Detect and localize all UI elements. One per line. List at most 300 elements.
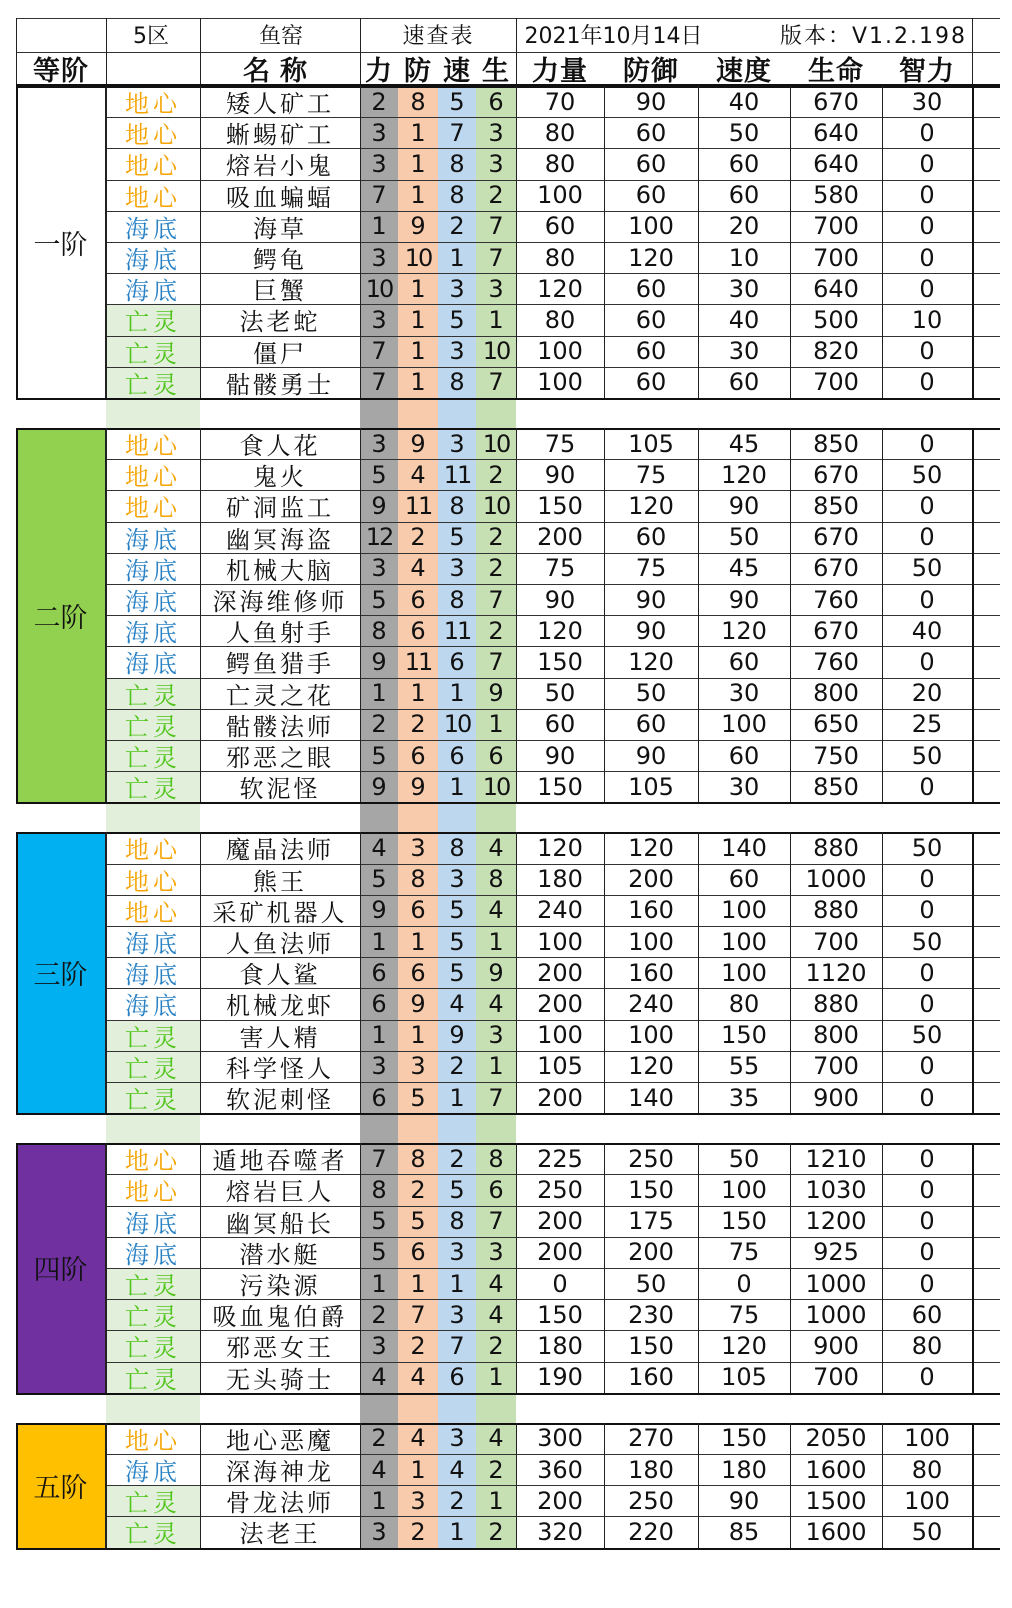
stat-cell: 30	[728, 337, 760, 366]
stat-cell: 670	[813, 87, 859, 116]
stat-cell: 100	[537, 927, 583, 956]
stat-cell: 4	[410, 1424, 426, 1453]
camp-cell: 亡灵	[125, 370, 181, 398]
stat-cell: 10	[365, 274, 393, 303]
column-divider	[106, 1423, 107, 1548]
row-divider	[106, 1516, 1000, 1517]
stat-cell: 100	[904, 1424, 950, 1453]
monster-name-cell: 遁地吞噬者	[212, 1147, 348, 1175]
camp-cell: 海底	[125, 1458, 181, 1486]
block-top-border	[16, 1143, 1000, 1145]
undead-camp-fill	[106, 1113, 200, 1143]
camp-cell: 地心	[125, 1147, 181, 1175]
stat-cell: 7	[449, 1331, 465, 1360]
row-divider	[106, 709, 1000, 710]
row-divider	[106, 490, 1000, 491]
stat-cell: 90	[635, 616, 667, 645]
monster-name-cell: 法老王	[239, 1520, 321, 1548]
table-row	[16, 1020, 1000, 1051]
stat-cell: 5	[449, 305, 465, 334]
monster-name-cell: 无头骑士	[226, 1365, 334, 1393]
stat-cell: 60	[635, 181, 667, 210]
stat-cell: 100	[628, 927, 674, 956]
stat-cell: 1	[449, 1083, 465, 1112]
stat-cell: 0	[919, 491, 935, 520]
row-divider	[106, 148, 1000, 149]
stat-cell: 2	[410, 710, 426, 739]
stat-cell: 3	[488, 1238, 504, 1267]
stat-cell: 7	[371, 1144, 387, 1173]
stat-cell: 4	[488, 1300, 504, 1329]
stat-cell: 8	[488, 865, 504, 894]
stat-cell: 100	[721, 1175, 767, 1204]
stat-cell: 6	[410, 616, 426, 645]
stat-cell: 10	[728, 243, 760, 272]
stat-cell: 2	[488, 523, 504, 552]
stat-cell: 5	[371, 1238, 387, 1267]
stat-cell: 700	[813, 1363, 859, 1392]
table-row	[16, 895, 1000, 926]
stat-cell: 90	[544, 741, 576, 770]
stat-cell: 4	[410, 1363, 426, 1392]
stat-cell: 9	[371, 491, 387, 520]
tier-label: 四阶	[16, 1143, 106, 1393]
stat-cell: 850	[813, 429, 859, 458]
stat-cell: 880	[813, 989, 859, 1018]
col-def-header: 防	[404, 55, 432, 84]
stat-cell: 7	[371, 368, 387, 397]
camp-cell: 地心	[125, 1426, 181, 1454]
stat-cell: 6	[410, 741, 426, 770]
table-row	[16, 771, 1000, 802]
stat-cell: 120	[628, 243, 674, 272]
monster-name-cell: 害人精	[239, 1023, 321, 1051]
stat-cell: 12	[365, 523, 393, 552]
stat-cell: 3	[371, 429, 387, 458]
stat-cell: 75	[635, 554, 667, 583]
stat-cell: 60	[728, 647, 760, 676]
stat-cell: 200	[628, 865, 674, 894]
column-divider	[604, 832, 605, 1113]
stat-cell: 8	[488, 1144, 504, 1173]
title-row	[16, 18, 1000, 50]
row-divider	[106, 273, 1000, 274]
stat-cell: 1	[449, 1269, 465, 1298]
stat-cell: 7	[449, 118, 465, 147]
stat-cell: 580	[813, 181, 859, 210]
stat-cell: 100	[537, 337, 583, 366]
table-row	[16, 1516, 1000, 1547]
row-divider	[106, 117, 1000, 118]
stat-cell: 6	[410, 958, 426, 987]
stat-cell: 8	[410, 1144, 426, 1173]
stat-cell: 9	[488, 679, 504, 708]
stat-cell: 0	[919, 1052, 935, 1081]
stat-cell: 1	[410, 1455, 426, 1484]
stat-cell: 0	[919, 1207, 935, 1236]
stat-cell: 150	[537, 772, 583, 801]
block-top-border	[16, 428, 1000, 430]
column-divider	[16, 428, 18, 802]
column-divider	[106, 428, 107, 802]
monster-name-cell: 软泥怪	[239, 775, 321, 803]
stat-cell: 25	[911, 710, 943, 739]
stat-cell: 6	[410, 896, 426, 925]
stat-cell: 60	[728, 741, 760, 770]
stat-cell: 850	[813, 772, 859, 801]
stat-cell: 10	[404, 243, 432, 272]
stat-cell: 150	[721, 1207, 767, 1236]
table-row	[16, 1268, 1000, 1299]
stat-cell: 1	[371, 1269, 387, 1298]
stat-cell: 80	[911, 1455, 943, 1484]
row-divider	[106, 864, 1000, 865]
column-divider	[516, 1143, 517, 1393]
stat-cell: 80	[544, 149, 576, 178]
column-divider	[972, 428, 974, 802]
stat-cell: 50	[911, 1517, 943, 1546]
col-speed-header: 速度	[716, 55, 772, 84]
column-divider	[972, 1423, 974, 1548]
column-divider	[16, 1143, 18, 1393]
column-divider	[972, 1143, 974, 1393]
stat-cell: 0	[919, 1269, 935, 1298]
stat-cell: 8	[371, 1175, 387, 1204]
stat-cell: 75	[544, 554, 576, 583]
row-divider	[106, 1174, 1000, 1175]
stat-cell: 30	[728, 679, 760, 708]
monster-name-cell: 机械大脑	[226, 556, 334, 584]
table-row	[16, 367, 1000, 398]
stat-cell: 5	[449, 927, 465, 956]
undead-camp-fill	[106, 802, 200, 832]
camp-cell: 地心	[125, 836, 181, 864]
stat-cell: 75	[728, 1238, 760, 1267]
stat-cell: 1	[488, 710, 504, 739]
row-divider	[106, 1299, 1000, 1300]
column-divider	[790, 86, 791, 398]
camp-cell: 亡灵	[125, 744, 181, 772]
table-row	[16, 957, 1000, 988]
monster-name-cell: 机械龙虾	[226, 992, 334, 1020]
row-divider	[106, 895, 1000, 896]
row-divider	[106, 1020, 1000, 1021]
row-divider	[106, 211, 1000, 212]
stat-cell: 1000	[805, 1269, 867, 1298]
column-divider	[516, 1423, 517, 1548]
monster-name-cell: 深海维修师	[212, 588, 348, 616]
stat-cell: 8	[449, 491, 465, 520]
camp-cell: 亡灵	[125, 1272, 181, 1300]
stat-cell: 1	[488, 1052, 504, 1081]
stat-cell: 35	[728, 1083, 760, 1112]
stat-cell: 0	[919, 243, 935, 272]
stat-cell: 7	[488, 1083, 504, 1112]
col-defense-header: 防御	[623, 55, 679, 84]
stat-cell: 150	[628, 1175, 674, 1204]
stat-cell: 50	[635, 679, 667, 708]
table-row	[16, 1143, 1000, 1174]
stat-cell: 80	[544, 243, 576, 272]
monster-name-cell: 科学怪人	[226, 1054, 334, 1082]
stat-cell: 120	[721, 1331, 767, 1360]
stat-cell: 2	[488, 1455, 504, 1484]
stat-cell: 180	[628, 1455, 674, 1484]
stat-cell: 0	[919, 989, 935, 1018]
column-divider	[604, 1143, 605, 1393]
stat-cell: 4	[449, 989, 465, 1018]
camp-cell: 亡灵	[125, 681, 181, 709]
stat-cell: 90	[635, 585, 667, 614]
stat-cell: 10	[911, 305, 943, 334]
stat-cell: 140	[628, 1083, 674, 1112]
stat-cell: 700	[813, 927, 859, 956]
monster-name-cell: 食人花	[239, 432, 321, 460]
stat-cell: 7	[371, 337, 387, 366]
stat-cell: 90	[544, 460, 576, 489]
column-divider	[972, 832, 974, 1113]
column-divider	[16, 86, 18, 398]
block-top-border	[16, 86, 1000, 88]
camp-cell: 海底	[125, 961, 181, 989]
stat-cell: 2	[410, 523, 426, 552]
stat-cell: 7	[488, 585, 504, 614]
header-column-divider	[106, 18, 107, 84]
monster-name-cell: 熔岩巨人	[226, 1178, 334, 1206]
stat-cell: 1	[410, 1269, 426, 1298]
stat-cell: 3	[449, 337, 465, 366]
column-header-row	[16, 52, 1000, 84]
stat-cell: 90	[635, 741, 667, 770]
table-row	[16, 584, 1000, 615]
camp-cell: 海底	[125, 1240, 181, 1268]
stat-cell: 3	[449, 1424, 465, 1453]
stat-cell: 2050	[805, 1424, 867, 1453]
row-divider	[106, 304, 1000, 305]
stat-cell: 7	[371, 181, 387, 210]
camp-cell: 亡灵	[125, 712, 181, 740]
stat-cell: 0	[919, 368, 935, 397]
stat-cell: 1	[410, 149, 426, 178]
stat-cell: 0	[919, 181, 935, 210]
stat-cell: 2	[488, 616, 504, 645]
stat-cell: 6	[410, 585, 426, 614]
stat-cell: 100	[537, 1021, 583, 1050]
stat-cell: 3	[449, 1238, 465, 1267]
stat-cell: 1120	[805, 958, 867, 987]
stat-cell: 1	[410, 927, 426, 956]
stat-cell: 1000	[805, 1300, 867, 1329]
column-divider	[200, 1143, 201, 1393]
stat-cell: 1000	[805, 865, 867, 894]
stat-cell: 1	[371, 927, 387, 956]
table-row	[16, 1362, 1000, 1393]
monster-name-cell: 幽冥船长	[226, 1209, 334, 1237]
camp-cell: 地心	[125, 121, 181, 149]
stat-cell: 10	[482, 429, 510, 458]
stat-cell: 7	[410, 1300, 426, 1329]
stat-cell: 900	[813, 1331, 859, 1360]
stat-cell: 70	[544, 87, 576, 116]
stat-cell: 1500	[805, 1486, 867, 1515]
monster-name-cell: 骷髅法师	[226, 712, 334, 740]
column-divider	[882, 86, 883, 398]
stat-cell: 4	[488, 833, 504, 862]
stat-cell: 650	[813, 710, 859, 739]
stat-cell: 60	[635, 710, 667, 739]
stat-cell: 1030	[805, 1175, 867, 1204]
monster-name-cell: 污染源	[239, 1272, 321, 1300]
stat-cell: 2	[488, 460, 504, 489]
stat-cell: 30	[728, 274, 760, 303]
stat-cell: 5	[371, 865, 387, 894]
stat-cell: 6	[371, 1083, 387, 1112]
stat-cell: 45	[728, 554, 760, 583]
stat-cell: 80	[728, 989, 760, 1018]
camp-cell: 海底	[125, 1209, 181, 1237]
stat-cell: 760	[813, 647, 859, 676]
stat-cell: 2	[449, 1486, 465, 1515]
header-column-divider	[516, 18, 517, 84]
stat-cell: 60	[544, 212, 576, 241]
column-divider	[516, 832, 517, 1113]
stat-cell: 60	[728, 865, 760, 894]
stat-cell: 60	[635, 305, 667, 334]
column-divider	[200, 86, 201, 398]
col-hp-header: 生命	[808, 55, 864, 84]
camp-cell: 亡灵	[125, 1520, 181, 1548]
stat-cell: 220	[628, 1517, 674, 1546]
row-divider	[106, 1051, 1000, 1052]
stat-cell: 150	[537, 491, 583, 520]
col-spd-header: 速	[443, 55, 471, 84]
stat-cell: 60	[728, 368, 760, 397]
table-row	[16, 1299, 1000, 1330]
stat-cell: 3	[371, 554, 387, 583]
table-row	[16, 304, 1000, 335]
monster-name-cell: 蜥蜴矿工	[226, 121, 334, 149]
stat-cell: 2	[410, 1175, 426, 1204]
column-divider	[790, 428, 791, 802]
stat-cell: 120	[537, 616, 583, 645]
stat-cell: 700	[813, 368, 859, 397]
stat-cell: 60	[635, 118, 667, 147]
table-row	[16, 553, 1000, 584]
column-divider	[360, 428, 361, 802]
stat-cell: 240	[628, 989, 674, 1018]
stat-cell: 1600	[805, 1517, 867, 1546]
column-divider	[790, 832, 791, 1113]
row-divider	[106, 1485, 1000, 1486]
stat-cell: 1	[371, 212, 387, 241]
stat-cell: 150	[721, 1424, 767, 1453]
stat-cell: 30	[728, 772, 760, 801]
stat-cell: 3	[449, 429, 465, 458]
stat-cell: 45	[728, 429, 760, 458]
camp-cell: 亡灵	[125, 1023, 181, 1051]
stat-cell: 6	[449, 1363, 465, 1392]
stat-cell: 30	[911, 87, 943, 116]
header-column-divider	[16, 18, 17, 84]
stat-cell: 9	[410, 429, 426, 458]
stat-cell: 670	[813, 460, 859, 489]
stat-cell: 3	[449, 865, 465, 894]
table-row	[16, 522, 1000, 553]
stat-cell: 4	[488, 896, 504, 925]
stat-cell: 225	[537, 1144, 583, 1173]
stat-cell: 270	[628, 1424, 674, 1453]
row-divider	[16, 52, 1000, 53]
stat-cell: 50	[728, 118, 760, 147]
row-divider	[106, 1362, 1000, 1363]
stat-cell: 2	[449, 212, 465, 241]
stat-cell: 6	[371, 989, 387, 1018]
camp-cell: 海底	[125, 992, 181, 1020]
row-divider	[106, 584, 1000, 585]
column-divider	[516, 86, 517, 398]
stat-cell: 4	[371, 1455, 387, 1484]
row-divider	[106, 1268, 1000, 1269]
block-top-border	[16, 1423, 1000, 1425]
stat-cell: 80	[544, 305, 576, 334]
stat-cell: 7	[488, 243, 504, 272]
stat-cell: 150	[721, 1021, 767, 1050]
stat-cell: 160	[628, 958, 674, 987]
stat-cell: 3	[371, 118, 387, 147]
stat-cell: 0	[736, 1269, 752, 1298]
undead-camp-fill	[106, 398, 200, 428]
camp-cell: 地心	[125, 463, 181, 491]
stat-cell: 9	[371, 772, 387, 801]
camp-cell: 亡灵	[125, 1086, 181, 1114]
camp-cell: 亡灵	[125, 339, 181, 367]
stat-cell: 40	[728, 305, 760, 334]
block-bottom-border	[16, 1113, 1000, 1115]
camp-cell: 地心	[125, 90, 181, 118]
stat-cell: 80	[911, 1331, 943, 1360]
stat-cell: 10	[443, 710, 471, 739]
col-str-header: 力	[365, 55, 393, 84]
monster-name-cell: 吸血鬼伯爵	[212, 1303, 348, 1331]
row-divider	[106, 1330, 1000, 1331]
stat-cell: 180	[721, 1455, 767, 1484]
table-row	[16, 1082, 1000, 1113]
stat-cell: 240	[537, 896, 583, 925]
stat-cell: 200	[537, 1238, 583, 1267]
tier-label: 一阶	[16, 86, 106, 398]
stat-cell: 60	[544, 710, 576, 739]
stat-cell: 2	[410, 1517, 426, 1546]
stat-cell: 3	[488, 149, 504, 178]
monster-name-cell: 吸血蝙蝠	[226, 183, 334, 211]
column-divider	[16, 1423, 18, 1548]
stat-cell: 1	[488, 927, 504, 956]
column-divider	[604, 1423, 605, 1548]
stat-cell: 360	[537, 1455, 583, 1484]
table-row	[16, 428, 1000, 459]
stat-cell: 90	[728, 585, 760, 614]
table-row	[16, 926, 1000, 957]
monster-name-cell: 人鱼法师	[226, 930, 334, 958]
table-row	[16, 864, 1000, 895]
stat-cell: 0	[919, 772, 935, 801]
stat-cell: 11	[443, 460, 471, 489]
stat-cell: 3	[371, 1331, 387, 1360]
row-divider	[106, 180, 1000, 181]
stat-cell: 8	[449, 149, 465, 178]
table-row	[16, 1485, 1000, 1516]
row-divider	[16, 84, 1000, 86]
